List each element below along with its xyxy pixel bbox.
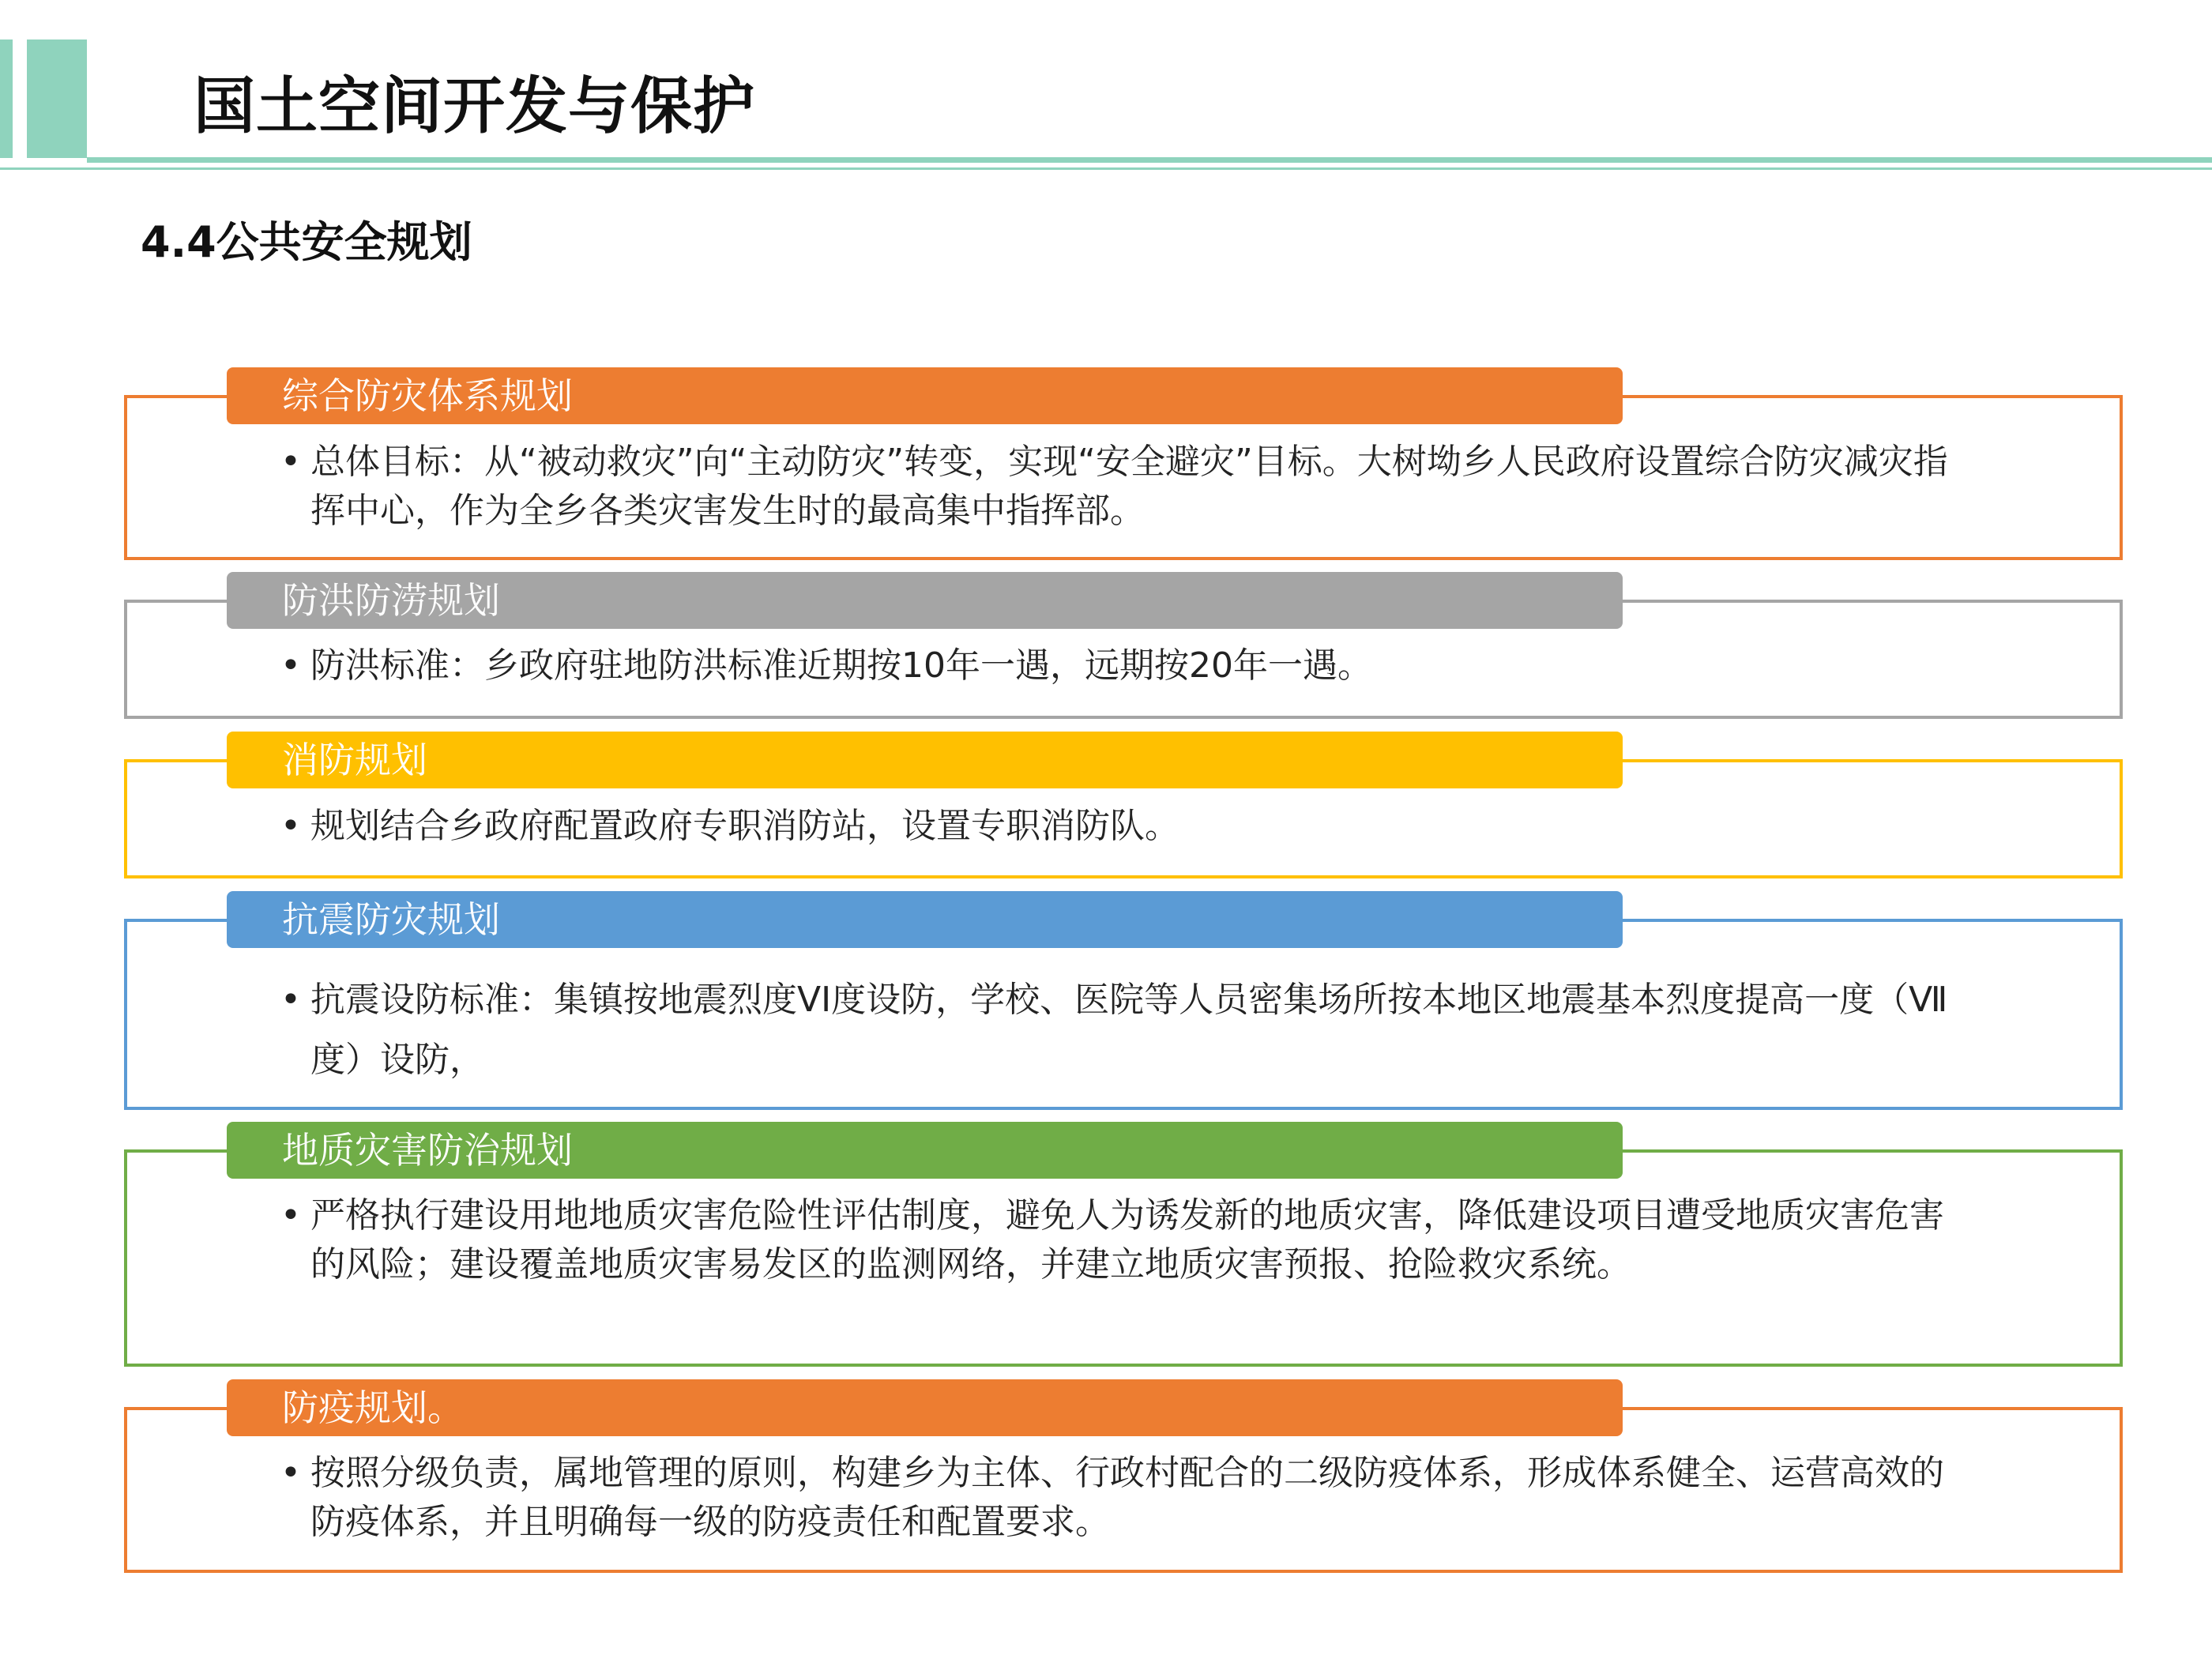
bullet-marker: • [280,442,301,482]
header-rule-thin [0,167,2212,170]
panel-body [280,1449,1963,1547]
panel-header: 防洪防涝规划 [227,572,1623,629]
panel-body [280,970,1963,1090]
panel-header: 综合防灾体系规划 [227,367,1623,424]
panel-text: 总体目标：从“被动救灾”向“主动防灾”转变，实现“安全避灾”目标。大树坳乡人民政府设置综合防灾减灾指挥中心，作为全乡各类灾害发生时的最高集中指挥部。 [310,442,1948,531]
header-accent-bar-thick [27,40,87,158]
bullet-marker: • [280,1453,301,1493]
panel-text: 防洪标准：乡政府驻地防洪标准近期按10年一遇，远期按20年一遇。 [310,645,1372,686]
bullet-marker: • [280,980,301,1020]
panel-text: 按照分级负责，属地管理的原则，构建乡为主体、行政村配合的二级防疫体系，形成体系健全、运营高效的防疫体系，并且明确每一级的防疫责任和配置要求。 [310,1453,1944,1542]
panel-body [280,438,1963,536]
section-title: 4.4公共安全规划 [141,217,472,267]
panel-header: 消防规划 [227,732,1623,788]
header-rule [87,157,2212,163]
panel-header: 抗震防灾规划 [227,891,1623,948]
bullet-marker: • [280,645,301,686]
panel-header: 地质灾害防治规划 [227,1122,1623,1179]
panel-body [280,802,1963,851]
panel-text: 严格执行建设用地地质灾害危险性评估制度，避免人为诱发新的地质灾害，降低建设项目遭受地质灾害危害的风险；建设覆盖地质灾害易发区的监测网络，并建立地质灾害预报、抢险救灾系统。 [310,1195,1944,1285]
panel-body [280,641,1963,690]
panel-body [280,1191,1963,1289]
page-title: 国土空间开发与保护 [194,71,756,142]
header-accent-bar-thin [0,40,13,158]
panel-text: 规划结合乡政府配置政府专职消防站，设置专职消防队。 [310,806,1179,846]
panel-text: 抗震设防标准：集镇按地震烈度VI度设防，学校、医院等人员密集场所按本地区地震基本烈度提高一度（Ⅶ度）设防， [310,980,1948,1080]
bullet-marker: • [280,806,301,846]
panel-header: 防疫规划。 [227,1379,1623,1436]
bullet-marker: • [280,1195,301,1236]
